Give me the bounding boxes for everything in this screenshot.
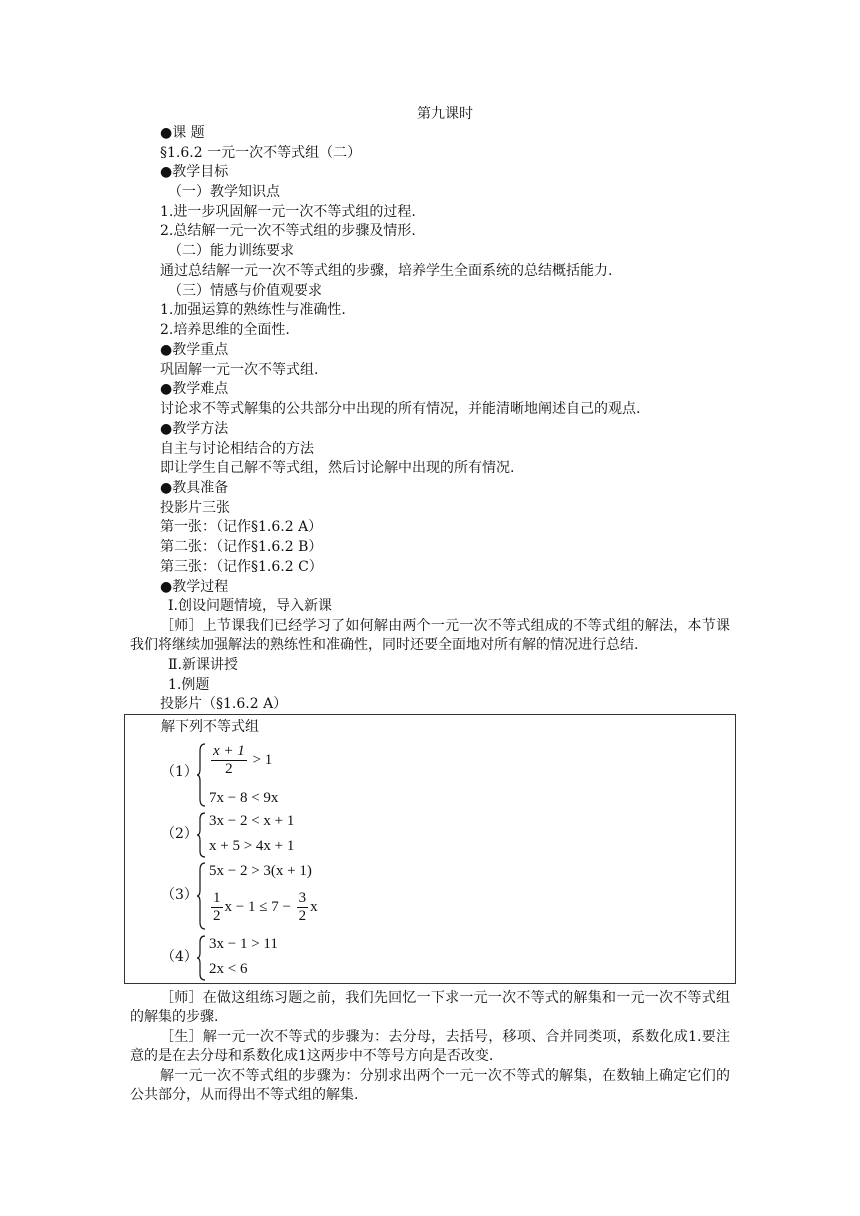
inequality-2b: x + 5 > 4x + 1: [209, 838, 295, 854]
slide-item-1: 第一张：（记作§1.6.2 A）: [160, 519, 323, 535]
fraction-denominator: 2: [225, 761, 233, 777]
goal-item-1: 1.进一步巩固解一元一次不等式组的过程.: [160, 204, 416, 220]
brace-icon: [197, 862, 207, 930]
inequality-4b: 2x < 6: [209, 961, 248, 977]
subsection-ability: （二）能力训练要求: [168, 243, 294, 259]
student-paragraph: ［生］解一元一次不等式的步骤为：去分母，去括号，移项、合并同类项，系数化成1.要注意的是在去分母和系数化成1这两步中不等号方向是否改变.: [130, 1029, 730, 1064]
tools-text: 投影片三张: [160, 500, 230, 516]
page-title: 第九课时: [417, 106, 473, 122]
section-process-heading: ●教学过程: [160, 579, 229, 595]
exercise-heading: 解下列不等式组: [161, 719, 259, 735]
slide-item-3: 第三张：（记作§1.6.2 C）: [160, 559, 323, 575]
inequality-3b-end: x: [310, 898, 318, 915]
fraction-numerator: x + 1: [213, 743, 245, 759]
section-method-heading: ●教学方法: [160, 421, 229, 437]
exercise-box: [124, 714, 736, 984]
process-step-2: Ⅱ.新课讲授: [168, 657, 238, 673]
slide-reference: 投影片（§1.6.2 A）: [160, 696, 288, 712]
method-text-2: 即让学生自己解不等式组，然后讨论解中出现的所有情况.: [160, 460, 515, 476]
section-focus-heading: ●教学重点: [160, 342, 229, 358]
section-goals-heading: ●教学目标: [160, 164, 229, 180]
system-label: （4）: [161, 949, 198, 965]
inequality-3b-mid: x − 1 ≤ 7 −: [224, 898, 295, 915]
inequality-4a: 3x − 1 > 11: [209, 936, 278, 952]
slide-item-2: 第二张：（记作§1.6.2 B）: [160, 539, 323, 555]
fraction-denominator: 2: [298, 908, 307, 924]
system-label: （3）: [161, 887, 198, 903]
goal-item-2: 2.总结解一元一次不等式组的步骤及情形.: [160, 223, 416, 239]
teacher-paragraph-1: ［师］上节课我们已经学习了如何解由两个一元一次不等式组成的不等式组的解法，本节课我们将继续加强解法的熟练性和准确性，同时还要全面地对所有解的情况进行总结.: [130, 618, 730, 653]
lesson-topic: §1.6.2 一元一次不等式组（二）: [160, 145, 362, 161]
inequality-3a: 5x − 2 > 3(x + 1): [209, 863, 312, 879]
brace-icon: [197, 935, 207, 981]
inequality-1a: [209, 743, 272, 778]
focus-text: 巩固解一元一次不等式组.: [160, 362, 319, 378]
section-tools-heading: ●教具准备: [160, 480, 229, 496]
system-label: （1）: [161, 764, 198, 780]
fraction-denominator: 2: [213, 908, 221, 924]
steps-paragraph: 解一元一次不等式组的步骤为：分别求出两个一元一次不等式的解集，在数轴上确定它们的公共部分，从而得出不等式组的解集.: [130, 1068, 730, 1103]
difficulty-text: 讨论求不等式解集的公共部分中出现的所有情况，并能清晰地阐述自己的观点.: [160, 401, 641, 417]
brace-icon: [197, 743, 207, 807]
inequality-3b: [209, 890, 318, 925]
brace-icon: [197, 812, 207, 858]
inequality-1a-rest: > 1: [248, 751, 273, 768]
ability-text: 通过总结解一元一次不等式组的步骤，培养学生全面系统的总结概括能力.: [160, 263, 613, 279]
subsection-knowledge: （一）教学知识点: [168, 184, 280, 200]
example-heading: 1.例题: [168, 677, 210, 693]
inequality-1b: 7x − 8 < 9x: [209, 790, 279, 806]
process-step-1: Ⅰ.创设问题情境，导入新课: [168, 598, 332, 614]
fraction-numerator: 1: [213, 890, 221, 906]
values-item-2: 2.培养思维的全面性.: [160, 322, 290, 338]
subsection-values: （三）情感与价值观要求: [168, 283, 322, 299]
section-difficulty-heading: ●教学难点: [160, 381, 229, 397]
system-label: （2）: [161, 826, 198, 842]
inequality-2a: 3x − 2 < x + 1: [209, 813, 295, 829]
section-topic-heading: ●课 题: [160, 125, 205, 141]
teacher-paragraph-2: ［师］在做这组练习题之前，我们先回忆一下求一元一次不等式的解集和一元一次不等式组的解集的步骤.: [130, 990, 730, 1025]
method-text-1: 自主与讨论相结合的方法: [160, 441, 314, 457]
fraction-numerator: 3: [298, 890, 307, 906]
values-item-1: 1.加强运算的熟练性与准确性.: [160, 302, 346, 318]
